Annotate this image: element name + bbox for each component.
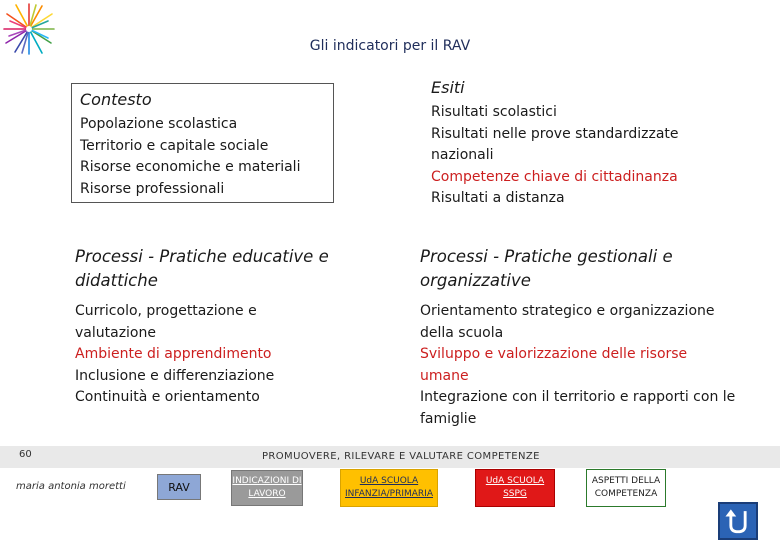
page-number: 60 bbox=[19, 449, 32, 460]
contesto-item: Risorse economiche e materiali bbox=[80, 159, 301, 175]
processi-educative-item: Continuità e orientamento bbox=[75, 389, 260, 405]
contesto-item: Popolazione scolastica bbox=[80, 116, 238, 132]
processi-gestionali-item: Orientamento strategico e organizzazione della scuola bbox=[420, 303, 715, 341]
u-turn-back-icon bbox=[720, 504, 756, 538]
esiti-heading: Esiti bbox=[431, 78, 465, 97]
processi-educative-block bbox=[75, 245, 365, 409]
esiti-item: Risultati nelle prove standardizzate bbox=[431, 125, 679, 142]
indicazioni-di-lavoro-button[interactable]: INDICAZIONI DI LAVORO bbox=[231, 470, 303, 506]
processi-gestionali-heading: Processi - Pratiche gestionali e organizzative bbox=[420, 247, 673, 290]
processi-gestionali-item-highlight: Sviluppo e valorizzazione delle risorse umane bbox=[420, 346, 688, 384]
contesto-heading: Contesto bbox=[80, 90, 152, 109]
processi-educative-heading: Processi - Pratiche educative e didattiche bbox=[75, 247, 329, 290]
back-button[interactable] bbox=[718, 502, 758, 540]
processi-gestionali-item: Integrazione con il territorio e rapporti con le famiglie bbox=[420, 389, 736, 427]
rav-button[interactable]: RAV bbox=[157, 474, 201, 500]
aspetti-competenza-button[interactable]: ASPETTI DELLA COMPETENZA bbox=[586, 469, 666, 507]
esiti-item: Risultati scolastici bbox=[431, 104, 557, 120]
processi-educative-item: Curricolo, progettazione e valutazione bbox=[75, 303, 257, 341]
processi-educative-item-highlight: Ambiente di apprendimento bbox=[75, 346, 272, 362]
page-title: Gli indicatori per il RAV bbox=[309, 38, 471, 54]
esiti-item: nazionali bbox=[431, 147, 494, 163]
esiti-item: Risultati a distanza bbox=[431, 190, 565, 206]
footer-tagline: PROMUOVERE, RILEVARE E VALUTARE COMPETENZE bbox=[262, 451, 540, 462]
uda-sspg-button[interactable]: UdA SCUOLA SSPG bbox=[475, 469, 555, 507]
uda-infanzia-primaria-button[interactable]: UdA SCUOLA INFANZIA/PRIMARIA bbox=[340, 469, 438, 507]
author-name: maria antonia moretti bbox=[16, 481, 126, 492]
contesto-item: Risorse professionali bbox=[80, 180, 225, 197]
processi-educative-item: Inclusione e differenziazione bbox=[75, 367, 275, 384]
processi-gestionali-block bbox=[420, 245, 740, 430]
contesto-item: Territorio e capitale sociale bbox=[80, 137, 269, 154]
esiti-item-highlight: Competenze chiave di cittadinanza bbox=[431, 168, 678, 185]
contesto-box bbox=[71, 83, 334, 203]
esiti-block bbox=[431, 76, 731, 210]
